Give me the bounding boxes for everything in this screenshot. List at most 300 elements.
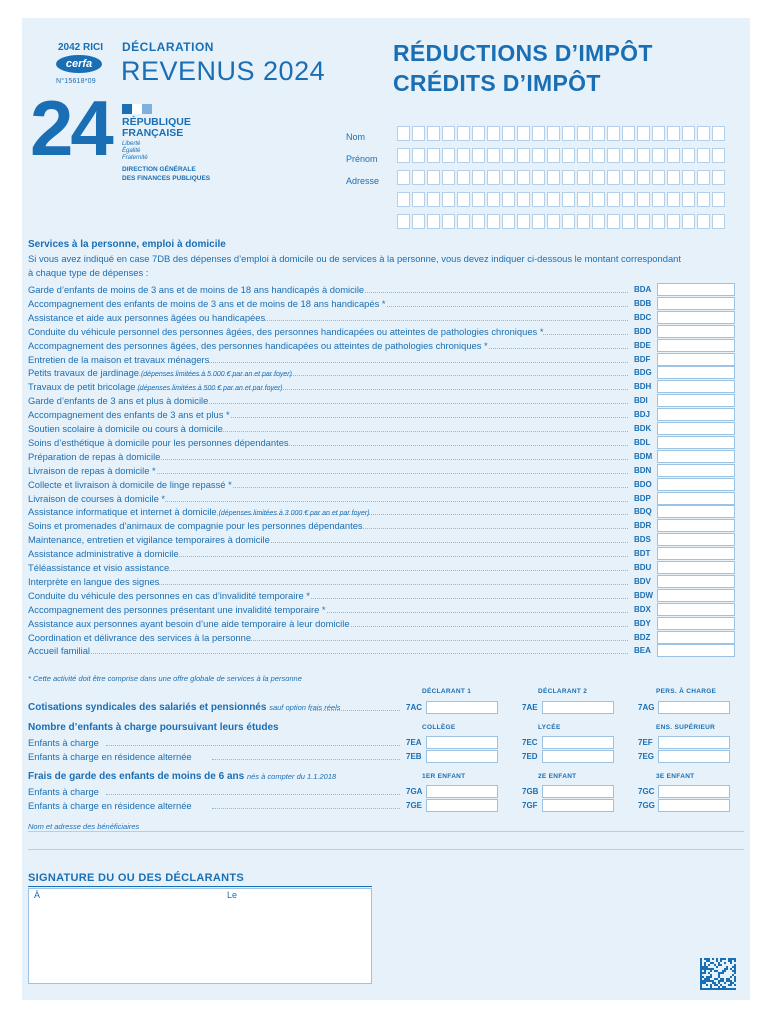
- service-label-text: Soins d’esthétique à domicile pour les personnes dépendantes: [28, 436, 289, 448]
- char-cell[interactable]: [577, 126, 590, 141]
- char-cell[interactable]: [457, 148, 470, 163]
- amount-field-bdi[interactable]: [657, 394, 735, 407]
- char-cell[interactable]: [502, 170, 515, 185]
- service-note: (dépenses limitées à 3 000 € par an et par foyer): [216, 510, 370, 518]
- char-cell[interactable]: [442, 126, 455, 141]
- char-cell[interactable]: [517, 214, 530, 229]
- field-code: 7EB: [406, 752, 422, 761]
- amount-field-bdo[interactable]: [657, 478, 735, 491]
- form-code: 2042 RICI: [58, 42, 104, 53]
- char-cell[interactable]: [472, 192, 485, 207]
- service-note: (dépenses limitées à 500 € par an et par foyer): [135, 385, 283, 393]
- service-label: [28, 423, 223, 434]
- amount-field-bdn[interactable]: [657, 464, 735, 477]
- beneficiaires-line1[interactable]: [28, 831, 744, 832]
- char-cell[interactable]: [502, 148, 515, 163]
- field-code: 7EF: [638, 738, 653, 747]
- service-label-text: Livraison de courses à domicile *: [28, 492, 166, 504]
- amount-field-bdy[interactable]: [657, 617, 735, 630]
- amount-field-7gb[interactable]: [542, 785, 614, 798]
- amount-field-7ea[interactable]: [426, 736, 498, 749]
- char-cell[interactable]: [592, 148, 605, 163]
- char-cell[interactable]: [622, 192, 635, 207]
- signature-box[interactable]: [28, 888, 372, 984]
- char-cell[interactable]: [712, 214, 725, 229]
- service-label: [28, 590, 310, 601]
- field-code: 7AC: [406, 703, 423, 712]
- service-code: BDK: [634, 424, 652, 433]
- amount-field-bde[interactable]: [657, 339, 735, 352]
- char-cell[interactable]: [547, 148, 560, 163]
- service-label: [28, 340, 488, 351]
- service-label: [28, 465, 156, 476]
- signature-title: SIGNATURE DU OU DES DÉCLARANTS: [28, 872, 244, 884]
- char-cell[interactable]: [487, 214, 500, 229]
- char-cell[interactable]: [682, 148, 695, 163]
- service-code: BDD: [634, 326, 652, 336]
- amount-field-bdq[interactable]: [657, 505, 735, 518]
- adresse-field-line2[interactable]: [397, 192, 725, 207]
- service-label: [28, 381, 283, 392]
- amount-field-bdk[interactable]: [657, 422, 735, 435]
- amount-field-bdl[interactable]: [657, 436, 735, 449]
- service-label-text: Accompagnement des personnes âgées, des personnes handicapées ou atteintes de pathologies chroniques *: [28, 339, 488, 351]
- char-cell[interactable]: [427, 192, 440, 207]
- char-cell[interactable]: [442, 192, 455, 207]
- char-cell[interactable]: [397, 192, 410, 207]
- char-cell[interactable]: [412, 192, 425, 207]
- republique-line2: FRANÇAISE: [122, 127, 184, 139]
- field-code: 7AG: [638, 703, 655, 712]
- service-label-text: Téléassistance et visio assistance: [28, 562, 170, 573]
- char-cell[interactable]: [442, 170, 455, 185]
- char-cell[interactable]: [487, 192, 500, 207]
- char-cell[interactable]: [412, 148, 425, 163]
- amount-field-7eg[interactable]: [658, 750, 730, 763]
- service-label-text: Garde d’enfants de 3 ans et plus à domicile: [28, 395, 209, 407]
- service-label-text: Assistance et aide aux personnes âgées ou handicapées: [28, 311, 266, 323]
- char-cell[interactable]: [457, 192, 470, 207]
- amount-field-bdc[interactable]: [657, 311, 735, 324]
- service-code: BDZ: [634, 632, 651, 642]
- char-cell[interactable]: [442, 214, 455, 229]
- col-3e-enfant: 3E ENFANT: [656, 773, 695, 780]
- char-cell[interactable]: [697, 126, 710, 141]
- etudes-title: Nombre d’enfants à charge poursuivant leurs études: [28, 722, 279, 733]
- amount-field-bdx[interactable]: [657, 603, 735, 616]
- char-cell[interactable]: [667, 148, 680, 163]
- char-cell[interactable]: [652, 192, 665, 207]
- service-code: BDG: [634, 368, 652, 378]
- char-cell[interactable]: [712, 170, 725, 185]
- char-cell[interactable]: [472, 148, 485, 163]
- char-cell[interactable]: [577, 148, 590, 163]
- amount-field-bdw[interactable]: [657, 589, 735, 602]
- service-code: BDC: [634, 312, 652, 322]
- nom-label: Nom: [346, 132, 366, 142]
- char-cell[interactable]: [412, 214, 425, 229]
- char-cell[interactable]: [667, 214, 680, 229]
- service-label-text: Préparation de repas à domicile: [28, 450, 161, 462]
- char-cell[interactable]: [517, 148, 530, 163]
- char-cell[interactable]: [562, 192, 575, 207]
- char-cell[interactable]: [457, 170, 470, 185]
- amount-field-7ag[interactable]: [658, 701, 730, 714]
- etudes-row2: Enfants à charge en résidence alternée: [28, 751, 192, 762]
- services-intro-line2: à chaque type de dépenses :: [28, 267, 149, 278]
- amount-field-bdf[interactable]: [657, 353, 735, 366]
- field-code: 7EA: [406, 738, 422, 747]
- service-code: BDB: [634, 298, 652, 308]
- amount-field-bdj[interactable]: [657, 408, 735, 421]
- char-cell[interactable]: [397, 170, 410, 185]
- char-cell[interactable]: [487, 170, 500, 185]
- char-cell[interactable]: [682, 192, 695, 207]
- char-cell[interactable]: [487, 148, 500, 163]
- amount-field-7ac[interactable]: [426, 701, 498, 714]
- amount-field-7ec[interactable]: [542, 736, 614, 749]
- amount-field-bdu[interactable]: [657, 561, 735, 574]
- amount-field-bda[interactable]: [657, 283, 735, 296]
- amount-field-7ed[interactable]: [542, 750, 614, 763]
- char-cell[interactable]: [622, 170, 635, 185]
- service-label-text: Petits travaux de jardinage: [28, 367, 140, 379]
- service-code: BDL: [634, 437, 651, 447]
- char-cell[interactable]: [562, 214, 575, 229]
- garde-row2: Enfants à charge en résidence alternée: [28, 800, 192, 811]
- char-cell[interactable]: [637, 148, 650, 163]
- char-cell[interactable]: [637, 126, 650, 141]
- service-label-text: Accompagnement des enfants de 3 ans et plus *: [28, 409, 230, 421]
- char-cell[interactable]: [607, 148, 620, 163]
- service-code: BDI: [634, 396, 648, 406]
- amount-field-7eb[interactable]: [426, 750, 498, 763]
- etudes-row1: Enfants à charge: [28, 737, 99, 748]
- char-cell[interactable]: [697, 192, 710, 207]
- service-label-text: Assistance informatique et internet à domicile: [28, 506, 217, 518]
- service-label: [28, 367, 292, 378]
- char-cell[interactable]: [592, 126, 605, 141]
- char-cell[interactable]: [532, 192, 545, 207]
- char-cell[interactable]: [457, 214, 470, 229]
- service-label-text: Soins et promenades d’animaux de compagnie pour les personnes dépendantes: [28, 520, 363, 532]
- col-1er-enfant: 1ER ENFANT: [422, 773, 466, 780]
- republique-line1: RÉPUBLIQUE: [122, 116, 191, 128]
- service-code: BDT: [634, 549, 651, 559]
- service-label-text: Accompagnement des personnes présentant une invalidité temporaire *: [28, 603, 326, 615]
- amount-field-bdv[interactable]: [657, 575, 735, 588]
- service-code: BDJ: [634, 410, 651, 420]
- col-declarant2: DÉCLARANT 2: [538, 688, 588, 695]
- amount-field-bdp[interactable]: [657, 492, 735, 505]
- field-code: 7GB: [522, 787, 539, 796]
- service-label: [28, 548, 179, 559]
- amount-field-bdb[interactable]: [657, 297, 735, 310]
- service-label-text: Travaux de petit bricolage: [28, 381, 136, 393]
- marianne-flag-icon: [122, 104, 152, 114]
- service-code: BDR: [634, 521, 652, 531]
- char-cell[interactable]: [442, 148, 455, 163]
- adresse-field-line1[interactable]: [397, 170, 725, 185]
- datamatrix-barcode: [700, 958, 736, 990]
- col-declarant1: DÉCLARANT 1: [422, 688, 472, 695]
- prenom-field[interactable]: [397, 148, 725, 163]
- char-cell[interactable]: [547, 170, 560, 185]
- service-label: [28, 437, 289, 448]
- service-code: BDX: [634, 604, 651, 614]
- motto-egalite: Égalité: [122, 148, 141, 154]
- service-code: BDW: [634, 590, 654, 600]
- field-code: 7ED: [522, 752, 538, 761]
- service-label: [28, 576, 159, 587]
- char-cell[interactable]: [472, 126, 485, 141]
- char-cell[interactable]: [577, 214, 590, 229]
- char-cell[interactable]: [517, 126, 530, 141]
- service-label-text: Livraison de repas à domicile *: [28, 464, 156, 476]
- service-code: BDM: [634, 451, 653, 461]
- char-cell[interactable]: [697, 214, 710, 229]
- char-cell[interactable]: [637, 170, 650, 185]
- service-label: [28, 506, 370, 517]
- service-code: BDV: [634, 576, 651, 586]
- char-cell[interactable]: [592, 192, 605, 207]
- beneficiaires-line2[interactable]: [28, 849, 744, 850]
- char-cell[interactable]: [652, 170, 665, 185]
- service-label-text: Garde d’enfants de moins de 3 ans et de moins de 18 ans handicapés à domicile: [28, 284, 365, 295]
- service-note: (dépenses limitées à 5 000 € par an et par foyer): [139, 371, 292, 379]
- service-label: [28, 298, 386, 309]
- service-code: BDQ: [634, 507, 652, 517]
- char-cell[interactable]: [667, 192, 680, 207]
- amount-field-bds[interactable]: [657, 533, 735, 546]
- service-label: [28, 520, 363, 531]
- char-cell[interactable]: [427, 148, 440, 163]
- char-cell[interactable]: [562, 126, 575, 141]
- declaration-label: DÉCLARATION: [122, 40, 214, 54]
- services-title: Services à la personne, emploi à domicile: [28, 239, 226, 250]
- service-label-text: Coordination et délivrance des services à la personne: [28, 631, 252, 643]
- char-cell[interactable]: [712, 126, 725, 141]
- service-label-text: Accueil familial: [28, 645, 90, 657]
- char-cell[interactable]: [502, 126, 515, 141]
- char-cell[interactable]: [562, 148, 575, 163]
- char-cell[interactable]: [412, 170, 425, 185]
- char-cell[interactable]: [577, 170, 590, 185]
- service-code: BDP: [634, 493, 651, 503]
- char-cell[interactable]: [697, 148, 710, 163]
- char-cell[interactable]: [547, 192, 560, 207]
- char-cell[interactable]: [532, 126, 545, 141]
- amount-field-7ga[interactable]: [426, 785, 498, 798]
- motto-liberte: Liberté: [122, 141, 141, 147]
- garde-row1: Enfants à charge: [28, 786, 99, 797]
- char-cell[interactable]: [592, 170, 605, 185]
- col-2e-enfant: 2E ENFANT: [538, 773, 577, 780]
- char-cell[interactable]: [427, 214, 440, 229]
- char-cell[interactable]: [682, 214, 695, 229]
- char-cell[interactable]: [637, 192, 650, 207]
- char-cell[interactable]: [427, 126, 440, 141]
- char-cell[interactable]: [622, 214, 635, 229]
- service-label: [28, 562, 169, 573]
- service-label: [28, 479, 232, 490]
- char-cell[interactable]: [607, 214, 620, 229]
- service-label-text: Maintenance, entretien et vigilance temporaires à domicile: [28, 534, 270, 546]
- service-code: BEA: [634, 646, 651, 656]
- char-cell[interactable]: [502, 192, 515, 207]
- service-label: [28, 534, 270, 545]
- big-year-number: 24: [30, 84, 111, 172]
- service-label-text: Entretien de la maison et travaux ménagers: [28, 353, 210, 365]
- amount-field-bdm[interactable]: [657, 450, 735, 463]
- char-cell[interactable]: [667, 126, 680, 141]
- char-cell[interactable]: [652, 214, 665, 229]
- amount-field-bdd[interactable]: [657, 325, 735, 338]
- field-code: 7GF: [522, 801, 538, 810]
- service-code: BDA: [634, 285, 652, 294]
- service-code: BDN: [634, 465, 652, 475]
- signature-a-label: À: [34, 890, 41, 900]
- char-cell[interactable]: [397, 148, 410, 163]
- service-label: [28, 409, 230, 420]
- service-label: [28, 354, 209, 365]
- amount-field-bdh[interactable]: [657, 380, 735, 393]
- char-cell[interactable]: [607, 192, 620, 207]
- char-cell[interactable]: [697, 170, 710, 185]
- cotisations-label: Cotisations syndicales des salariés et pensionnés sauf option frais réels: [28, 702, 341, 713]
- char-cell[interactable]: [682, 126, 695, 141]
- char-cell[interactable]: [607, 126, 620, 141]
- service-label-text: Collecte et livraison à domicile de linge repassé *: [28, 478, 232, 490]
- char-cell[interactable]: [652, 148, 665, 163]
- col-pers-charge: PERS. À CHARGE: [656, 688, 717, 695]
- col-lycee: LYCÉE: [538, 724, 561, 731]
- service-code: BDS: [634, 535, 651, 545]
- service-label-text: Interprète en langue des signes: [28, 575, 160, 587]
- amount-field-7gg[interactable]: [658, 799, 730, 812]
- service-code: BDO: [634, 479, 652, 489]
- dgfip-line1: DIRECTION GÉNÉRALE: [122, 166, 196, 173]
- leader-dots: [28, 653, 628, 654]
- leader-dots: [106, 794, 400, 795]
- char-cell[interactable]: [532, 170, 545, 185]
- amount-field-bdz[interactable]: [657, 631, 735, 644]
- amount-field-7gf[interactable]: [542, 799, 614, 812]
- char-cell[interactable]: [547, 126, 560, 141]
- service-label: [28, 618, 350, 629]
- leader-dots: [106, 745, 400, 746]
- amount-field-7gc[interactable]: [658, 785, 730, 798]
- cerfa-logo: cerfa: [56, 55, 102, 73]
- service-label: [28, 395, 208, 406]
- amount-field-7ge[interactable]: [426, 799, 498, 812]
- char-cell[interactable]: [547, 214, 560, 229]
- service-label-text: Conduite du véhicule personnel des personnes âgées, des personnes handicapées ou atteintes de pathologies chroniques *: [28, 325, 544, 337]
- signature-le-label: Le: [227, 890, 238, 900]
- service-code: BDE: [634, 340, 651, 350]
- field-code: 7GG: [638, 801, 655, 810]
- amount-field-7ae[interactable]: [542, 701, 614, 714]
- amount-field-bdr[interactable]: [657, 519, 735, 532]
- service-label-text: Accompagnement des enfants de moins de 3 ans et de moins de 18 ans handicapés *: [28, 297, 386, 309]
- amount-field-bdt[interactable]: [657, 547, 735, 560]
- signature-divider: [28, 886, 372, 887]
- adresse-field-line3[interactable]: [397, 214, 725, 229]
- char-cell[interactable]: [562, 170, 575, 185]
- service-code: BDU: [634, 563, 652, 572]
- col-ens-superieur: ENS. SUPÉRIEUR: [656, 724, 716, 731]
- beneficiaires-label: Nom et adresse des bénéficiaires: [28, 822, 140, 831]
- leader-dots: [310, 710, 400, 711]
- col-college: COLLÈGE: [422, 724, 456, 731]
- service-label-text: Soutien scolaire à domicile ou cours à domicile: [28, 423, 223, 434]
- char-cell[interactable]: [622, 126, 635, 141]
- service-code: BDY: [634, 618, 651, 628]
- service-label: [28, 312, 265, 323]
- field-code: 7AE: [522, 703, 538, 712]
- service-label: [28, 604, 326, 615]
- nom-field[interactable]: [397, 126, 725, 141]
- char-cell[interactable]: [607, 170, 620, 185]
- char-cell[interactable]: [592, 214, 605, 229]
- char-cell[interactable]: [472, 214, 485, 229]
- char-cell[interactable]: [637, 214, 650, 229]
- footnote: * Cette activité doit être comprise dans une offre globale de services à la personne: [28, 674, 302, 683]
- char-cell[interactable]: [397, 126, 410, 141]
- cerfa-number: N°15618*09: [56, 78, 96, 85]
- service-label: [28, 451, 160, 462]
- char-cell[interactable]: [682, 170, 695, 185]
- char-cell[interactable]: [457, 126, 470, 141]
- dgfip-line2: DES FINANCES PUBLIQUES: [122, 175, 211, 182]
- leader-dots: [212, 808, 400, 809]
- service-label-text: Assistance aux personnes ayant besoin d’une aide temporaire à leur domicile: [28, 617, 350, 629]
- amount-field-bdg[interactable]: [657, 366, 735, 379]
- char-cell[interactable]: [397, 214, 410, 229]
- char-cell[interactable]: [412, 126, 425, 141]
- revenus-title: REVENUS 2024: [121, 56, 326, 86]
- motto-fraternite: Fraternité: [122, 155, 148, 161]
- amount-field-bea[interactable]: [657, 644, 735, 657]
- service-code: BDF: [634, 354, 651, 364]
- char-cell[interactable]: [517, 170, 530, 185]
- char-cell[interactable]: [532, 214, 545, 229]
- char-cell[interactable]: [502, 214, 515, 229]
- char-cell[interactable]: [712, 192, 725, 207]
- char-cell[interactable]: [577, 192, 590, 207]
- char-cell[interactable]: [427, 170, 440, 185]
- services-intro-line1: Si vous avez indiqué en case 7DB des dépenses d’emploi à domicile ou de services à la personne, vous devez indiquer ci-dessous le montant correspondant: [28, 253, 681, 264]
- char-cell[interactable]: [532, 148, 545, 163]
- char-cell[interactable]: [622, 148, 635, 163]
- field-code: 7GC: [638, 787, 655, 796]
- field-code: 7EG: [638, 752, 655, 761]
- service-label: [28, 284, 364, 295]
- service-code: BDH: [634, 382, 652, 392]
- field-code: 7GE: [406, 801, 423, 810]
- field-code: 7EC: [522, 738, 538, 747]
- title-reductions: RÉDUCTIONS D’IMPÔT: [393, 40, 653, 66]
- char-cell[interactable]: [487, 126, 500, 141]
- amount-field-7ef[interactable]: [658, 736, 730, 749]
- service-label: [28, 645, 90, 656]
- char-cell[interactable]: [712, 148, 725, 163]
- char-cell[interactable]: [667, 170, 680, 185]
- char-cell[interactable]: [652, 126, 665, 141]
- char-cell[interactable]: [517, 192, 530, 207]
- char-cell[interactable]: [472, 170, 485, 185]
- service-label-text: Assistance administrative à domicile: [28, 548, 179, 560]
